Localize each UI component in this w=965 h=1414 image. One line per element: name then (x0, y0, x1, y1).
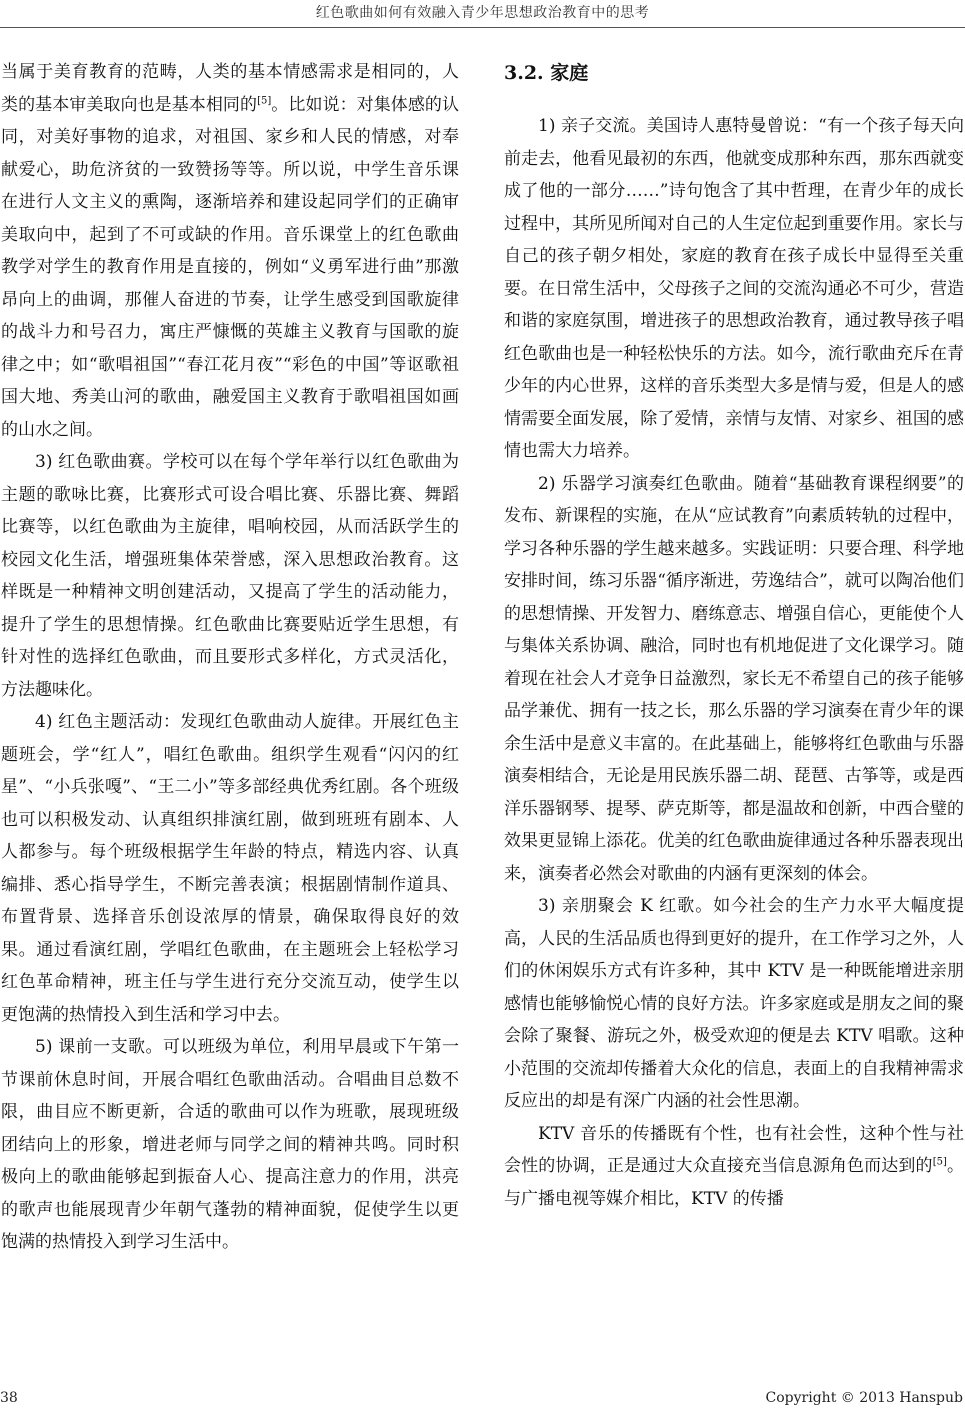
paragraph: 4) 红色主题活动：发现红色歌曲动人旋律。开展红色主题班会，学“红人”，唱红色歌曲。组织学生观看“闪闪的红星”、“小兵张嘎”、“王二小”等多部经典优秀红剧。各个班级也可以积极发动、认真组织排演红剧，做到班班有剧本、人人都参与。每个班级根据学生年龄的特点，精选内容、认真编排、悉心指导学生，不断完善表演；根据剧情制作道具、布置背景、选择音乐创设浓厚的情景，确保取得良好的效果。通过看演红剧，学唱红色歌曲，在主题班会上轻松学习红色革命精神，班主任与学生进行充分交流互动，使学生以更饱满的热情投入到生活和学习中去。 (1, 712, 459, 1025)
citation: [5] (932, 1156, 947, 1168)
section-heading: 3.2. 家庭 (504, 62, 589, 84)
copyright-notice: Copyright © 2013 Hanspub (765, 1390, 963, 1406)
header-divider (0, 27, 965, 28)
paragraph: 1) 亲子交流。美国诗人惠特曼曾说：“有一个孩子每天向前走去，他看见最初的东西，他就变成那种东西，那东西就变成了他的一部分……”诗句饱含了其中哲理，在青少年的成长过程中，其所见所闻对自己的人生定位起到重要作用。家长与自己的孩子朝夕相处，家庭的教育在孩子成长中显得至关重要。在日常生活中，父母孩子之间的交流沟通必不可少，营造和谐的家庭氛围，增进孩子的思想政治教育，通过教导孩子唱红色歌曲也是一种轻松快乐的方法。如今，流行歌曲充斥在青少年的内心世界，这样的音乐类型大多是情与爱，但是人的感情需要全面发展，除了爱情，亲情与友情、对家乡、祖国的感情也需大力培养。 (504, 116, 964, 461)
left-column (1, 56, 459, 1259)
paragraph: 当属于美育教育的范畴，人类的基本情感需求是相同的，人类的基本审美取向也是基本相同的[5]。比如说：对集体感的认同，对美好事物的追求，对祖国、家乡和人民的情感，对奉献爱心，助危济贫的一致赞扬等等。所以说，中学生音乐课在进行人文主义的熏陶，逐渐培养和建设起同学们的正确审美取向中，起到了不可或缺的作用。音乐课堂上的红色歌曲教学对学生的教育作用是直接的，例如“义勇军进行曲”那激昂向上的曲调，那催人奋进的节奏，让学生感受到国歌旋律的战斗力和号召力，寓庄严慷慨的英雄主义教育与国歌的旋律之中；如“歌唱祖国”“春江花月夜”“彩色的中国”等讴歌祖国大地、秀美山河的歌曲，融爱国主义教育于歌唱祖国如画的山水之间。 (1, 62, 460, 440)
page-number: 38 (0, 1390, 18, 1406)
paragraph: 3) 红色歌曲赛。学校可以在每个学年举行以红色歌曲为主题的歌咏比赛，比赛形式可设合唱比赛、乐器比赛、舞蹈比赛等，以红色歌曲为主旋律，唱响校园，从而活跃学生的校园文化生活，增强班集体荣誉感，深入思想政治教育。这样既是一种精神文明创建活动，又提高了学生的活动能力，提升了学生的思想情操。红色歌曲比赛要贴近学生思想，有针对性的选择红色歌曲，而且要形式多样化，方式灵活化，方法趣味化。 (1, 452, 459, 700)
paragraph: 5) 课前一支歌。可以班级为单位，利用早晨或下午第一节课前休息时间，开展合唱红色歌曲活动。合唱曲目总数不限，曲目应不断更新，合适的歌曲可以作为班歌，展现班级团结向上的形象，增进老师与同学之间的精神共鸣。同时积极向上的歌曲能够起到振奋人心、提高注意力的作用，洪亮的歌声也能展现青少年朝气蓬勃的精神面貌，促使学生以更饱满的热情投入到学习生活中。 (1, 1037, 459, 1252)
citation: [5] (257, 94, 272, 106)
running-header: 红色歌曲如何有效融入青少年思想政治教育中的思考 (315, 5, 650, 21)
paragraph: 3) 亲朋聚会 K 红歌。如今社会的生产力水平大幅度提高，人民的生活品质也得到更好的提升，在工作学习之外，人们的休闲娱乐方式有许多种，其中 KTV 是一种既能增进亲朋感情也能够愉悦心情的良好方法。许多家庭或是朋友之间的聚会除了聚餐、游玩之外，极受欢迎的便是去 KTV 唱歌。这种小范围的交流却传播着大众化的信息，表面上的自我精神需求反应出的却是有深广内涵的社会性思潮。 (504, 896, 964, 1111)
paragraph: 2) 乐器学习演奏红色歌曲。随着“基础教育课程纲要”的发布、新课程的实施，在从“应试教育”向素质转轨的过程中，学习各种乐器的学生越来越多。实践证明：只要合理、科学地安排时间，练习乐器“循序渐进，劳逸结合”，就可以陶冶他们的思想情操、开发智力、磨练意志、增强自信心，更能使个人与集体关系协调、融洽，同时也有机地促进了文化课学习。随着现在社会人才竞争日益激烈，家长无不希望自己的孩子能够品学兼优、拥有一技之长，那么乐器的学习演奏在青少年的课余生活中是意义丰富的。在此基础上，能够将红色歌曲与乐器演奏相结合，无论是用民族乐器二胡、琵琶、古筝等，或是西洋乐器钢琴、提琴、萨克斯等，都是温故和创新，中西合璧的效果更显锦上添花。优美的红色歌曲旋律通过各种乐器表现出来，演奏者必然会对歌曲的内涵有更深刻的体会。 (504, 473, 964, 884)
right-column (504, 56, 964, 1215)
paragraph: KTV 音乐的传播既有个性，也有社会性，这种个性与社会性的协调，正是通过大众直接充当信息源角色而达到的[5]。与广播电视等媒介相比，KTV 的传播 (504, 1123, 965, 1209)
